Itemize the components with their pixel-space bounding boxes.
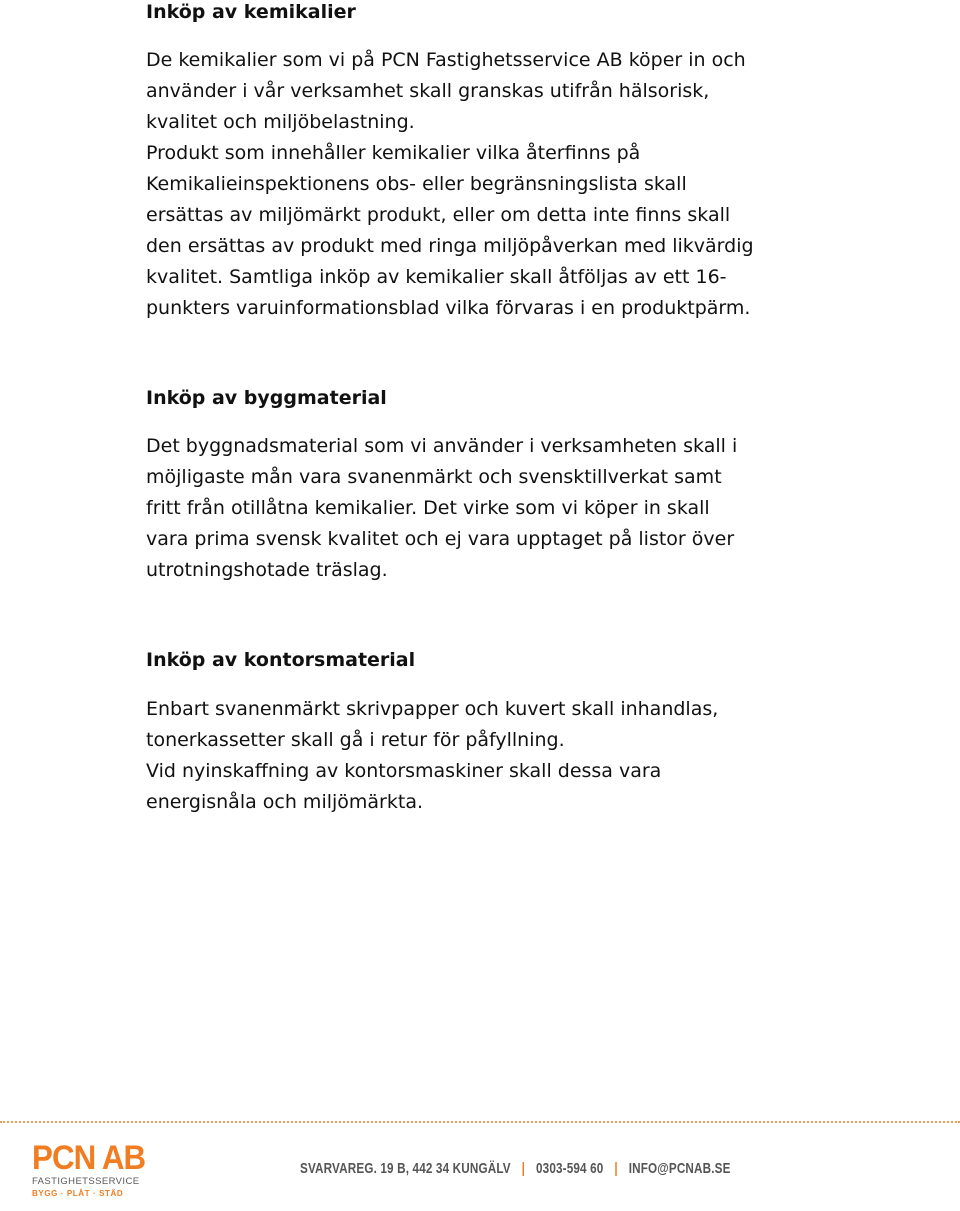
text-line: tonerkassetter skall gå i retur för påfyllning.: [146, 729, 565, 751]
logo-subtitle: FASTIGHETSSERVICE: [32, 1176, 140, 1187]
text-line: vara prima svensk kvalitet och ej vara upptaget på listor över: [146, 528, 735, 550]
text-line: använder i vår verksamhet skall granskas utifrån hälsorisk,: [146, 80, 710, 102]
text-line: Vid nyinskaffning av kontorsmaskiner skall dessa vara: [146, 760, 662, 782]
footer-phone: 0303-594 60: [536, 1160, 604, 1177]
text-line: kvalitet och miljöbelastning.: [146, 111, 415, 133]
text-line: fritt från otillåtna kemikalier. Det virke som vi köper in skall: [146, 497, 710, 519]
text-line: Produkt som innehåller kemikalier vilka återfinns på: [146, 142, 641, 164]
section-title-kemikalier: Inköp av kemikalier: [146, 1, 356, 23]
footer-separator: |: [614, 1160, 618, 1177]
text-line: ersättas av miljömärkt produkt, eller om detta inte finns skall: [146, 204, 731, 226]
text-line: punkters varuinformationsblad vilka förvaras i en produktpärm.: [146, 297, 751, 319]
text-line: energisnåla och miljömärkta.: [146, 791, 424, 813]
text-line: kvalitet. Samtliga inköp av kemikalier skall åtföljas av ett 16-: [146, 266, 727, 288]
paragraph-kontorsmaterial: [146, 694, 718, 818]
footer-email: INFO@PCNAB.SE: [628, 1160, 731, 1177]
footer-contact: [300, 1160, 731, 1177]
text-line: De kemikalier som vi på PCN Fastighetsservice AB köper in och: [146, 49, 746, 71]
section-title-kontorsmaterial: Inköp av kontorsmaterial: [146, 649, 416, 671]
text-line: Enbart svanenmärkt skrivpapper och kuvert skall inhandlas,: [146, 698, 719, 720]
footer-address: SVARVAREG. 19 B, 442 34 KUNGÄLV: [300, 1160, 511, 1177]
section-title-byggmaterial: Inköp av byggmaterial: [146, 387, 387, 409]
logo-wordmark: PCN AB: [32, 1139, 146, 1177]
logo-tagline: BYGG · PLÅT · STÄD: [32, 1189, 124, 1198]
paragraph-byggmaterial: [146, 431, 737, 586]
footer-separator: |: [521, 1160, 526, 1177]
text-line: Kemikalieinspektionens obs- eller begränsningslista skall: [146, 173, 687, 195]
company-logo: [32, 1140, 144, 1206]
text-line: utrotningshotade träslag.: [146, 559, 388, 581]
paragraph-kemikalier: [146, 45, 754, 324]
footer-divider: [0, 1121, 960, 1123]
text-line: den ersättas av produkt med ringa miljöpåverkan med likvärdig: [146, 235, 754, 257]
text-line: Det byggnadsmaterial som vi använder i verksamheten skall i: [146, 435, 738, 457]
text-line: möjligaste mån vara svanenmärkt och svensktillverkat samt: [146, 466, 722, 488]
